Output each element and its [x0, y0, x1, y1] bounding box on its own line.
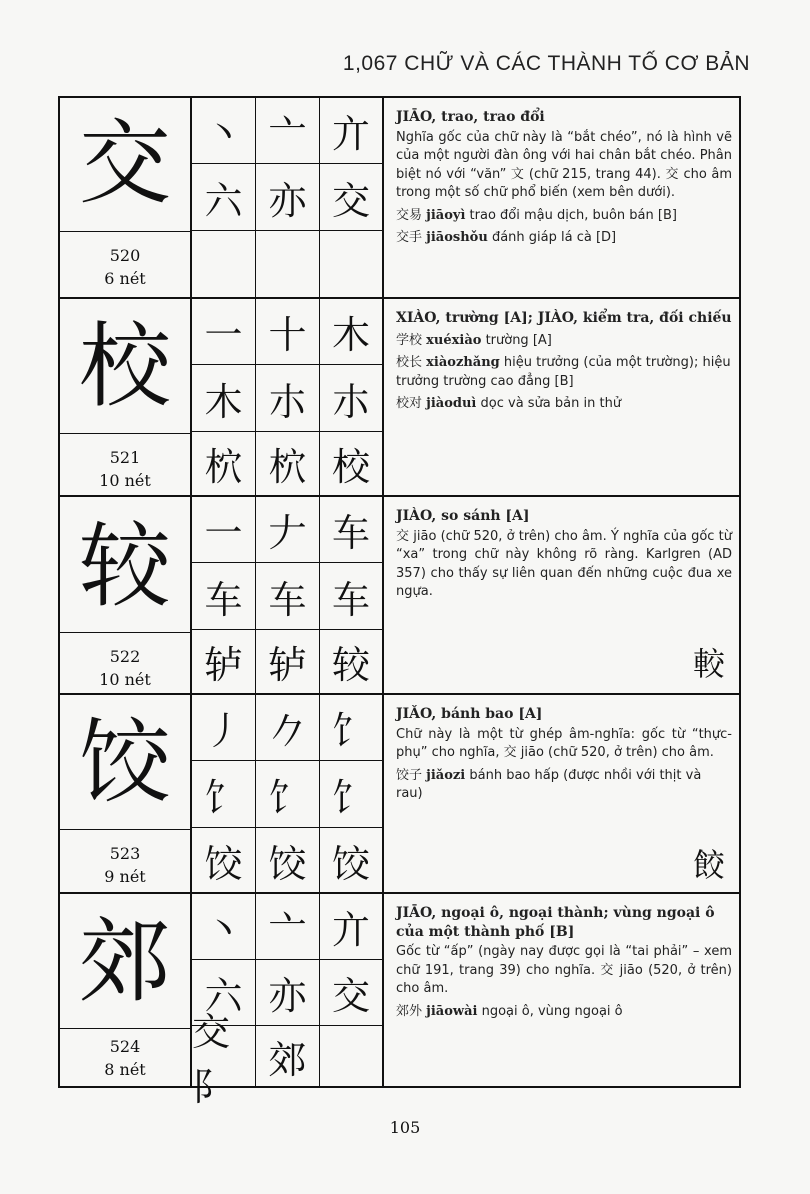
- example-pinyin: jiǎozi: [426, 767, 466, 783]
- stroke-count: 6 nét: [104, 269, 146, 288]
- character-number: 522: [109, 647, 141, 666]
- stroke-step: 交: [320, 960, 384, 1026]
- example-word: [396, 332, 732, 351]
- stroke-step: 车: [320, 563, 384, 630]
- stroke-step: 交: [320, 164, 384, 231]
- stroke-step-empty: [320, 231, 384, 299]
- stroke-order-grid: [192, 497, 384, 693]
- stroke-step: 饣: [192, 761, 256, 828]
- large-character-cell: [60, 695, 192, 892]
- stroke-step: 木: [192, 365, 256, 432]
- example-meaning: đánh giáp lá cà [D]: [491, 230, 617, 245]
- stroke-step: 饣: [320, 695, 384, 761]
- large-character: 较: [78, 513, 171, 620]
- entry-description: [396, 705, 732, 804]
- stroke-order-grid: [192, 695, 384, 892]
- example-word: [396, 229, 732, 248]
- example-pinyin: jiàoduì: [426, 396, 477, 411]
- entry-description: [396, 507, 732, 602]
- entry-522: [60, 497, 739, 695]
- entry-description: [396, 309, 732, 414]
- example-pinyin: xuéxiào: [426, 332, 482, 348]
- entry-520: [60, 98, 739, 299]
- stroke-step: 十: [256, 299, 320, 365]
- example-pinyin: jiāoshǒu: [426, 230, 488, 245]
- stroke-step: 柼: [256, 432, 320, 495]
- example-hanzi: 交手: [396, 230, 423, 245]
- entry-heading: JIÀO, so sánh [A]: [396, 508, 530, 524]
- large-character-cell: [60, 894, 192, 1086]
- stroke-step: 饣: [256, 761, 320, 828]
- large-character: 饺: [78, 709, 171, 816]
- character-table: [58, 96, 741, 1109]
- stroke-step: 轳: [192, 630, 256, 693]
- entry-heading: XIÀO, trường [A]; JIÀO, kiểm tra, đối chiếu: [396, 310, 732, 326]
- stroke-step: 朩: [320, 365, 384, 432]
- example-pinyin: jiāowài: [426, 1003, 478, 1019]
- stroke-order-grid: [192, 894, 384, 1109]
- traditional-character: 較: [692, 645, 725, 683]
- stroke-count: 8 nét: [104, 1060, 146, 1079]
- character-number: 520: [109, 246, 141, 265]
- stroke-step: 亦: [256, 164, 320, 231]
- entry-body: Nghĩa gốc của chữ này là “bắt chéo”, nó là hình vẽ của một người đàn ông với hai chân bắt chéo. Phân biệt nó với “văn” 文 (chữ 215, trang 44). 交 cho âm trong một số chữ phổ biến (xem bên dưới).: [396, 129, 732, 200]
- entry-heading: JIĀO, trao, trao đổi: [396, 109, 545, 125]
- stroke-step: 丶: [192, 98, 256, 164]
- example-meaning: dọc và sửa bản in thử: [480, 396, 622, 411]
- example-meaning: hiệu trưởng (của một trường); hiệu trưởng trường cao đẳng [B]: [396, 355, 731, 389]
- stroke-step: 交阝: [192, 1026, 256, 1086]
- stroke-step: 亠: [256, 894, 320, 960]
- large-character: 交: [78, 110, 171, 217]
- example-meaning: trường [A]: [485, 332, 552, 348]
- example-meaning: bánh bao hấp (được nhồi với thịt và rau): [396, 767, 702, 801]
- stroke-step: 丿: [192, 695, 256, 761]
- entry-heading: JIĀO, ngoại ô, ngoại thành; vùng ngoại ô của một thành phố [B]: [396, 905, 715, 940]
- example-hanzi: 校长: [396, 355, 423, 370]
- stroke-count: 9 nét: [104, 867, 146, 886]
- character-meta: [60, 231, 190, 299]
- page-header: 1,067 CHỮ VÀ CÁC THÀNH TỐ CƠ BẢN: [342, 52, 750, 75]
- stroke-step: 饺: [256, 828, 320, 892]
- stroke-step: 校: [320, 432, 384, 495]
- stroke-step: 𠂇: [256, 497, 320, 563]
- example-meaning: trao đổi mậu dịch, buôn bán [B]: [469, 207, 677, 223]
- entry-body: 交 jiāo (chữ 520, ở trên) cho âm. Ý nghĩa của gốc từ “xa” trong chữ này không rõ ràng. Karlgren (AD 357) cho thấy sự liên quan đến những cuộc đua xe ngựa.: [396, 528, 732, 599]
- traditional-character: 餃: [692, 846, 725, 884]
- character-number: 523: [109, 844, 141, 863]
- stroke-step: 一: [192, 299, 256, 365]
- example-pinyin: jiāoyì: [426, 207, 466, 223]
- entry-description: [396, 108, 732, 248]
- stroke-step: 车: [256, 563, 320, 630]
- example-word: [396, 767, 732, 804]
- stroke-step: 饣: [320, 761, 384, 828]
- stroke-step: 𠂊: [256, 695, 320, 761]
- entry-body: Chữ này là một từ ghép âm-nghĩa: gốc từ “thực-phụ” cho nghĩa, 交 jiāo (chữ 520, ở trên) cho âm.: [396, 726, 732, 760]
- example-word: [396, 395, 732, 414]
- example-hanzi: 学校: [396, 332, 423, 348]
- example-hanzi: 郊外: [396, 1003, 423, 1019]
- character-meta: [60, 1028, 190, 1086]
- stroke-step: 车: [320, 497, 384, 563]
- stroke-step-empty: [320, 1026, 384, 1086]
- entry-body: Gốc từ “ấp” (ngày nay được gọi là “tai phải” – xem chữ 191, trang 39) cho nghĩa. 交 jiāo (520, ở trên) cho âm.: [396, 944, 732, 996]
- stroke-step-empty: [256, 231, 320, 299]
- stroke-count: 10 nét: [99, 670, 151, 689]
- character-meta: [60, 829, 190, 892]
- character-number: 524: [109, 1037, 141, 1056]
- large-character-cell: [60, 299, 192, 495]
- stroke-step: 木: [320, 299, 384, 365]
- character-meta: [60, 433, 190, 495]
- stroke-step: 柼: [192, 432, 256, 495]
- entry-524: [60, 894, 739, 1109]
- stroke-step: 郊: [256, 1026, 320, 1086]
- stroke-step: 亦: [256, 960, 320, 1026]
- stroke-step: 一: [192, 497, 256, 563]
- stroke-step: 较: [320, 630, 384, 693]
- stroke-step: 丶: [192, 894, 256, 960]
- example-word: [396, 354, 732, 391]
- stroke-step: 亠: [256, 98, 320, 164]
- example-hanzi: 饺子: [396, 767, 423, 783]
- stroke-step: 亣: [320, 98, 384, 164]
- large-character-cell: [60, 98, 192, 299]
- stroke-step: 六: [192, 960, 256, 1026]
- entry-description: [396, 904, 732, 1021]
- example-hanzi: 校对: [396, 396, 423, 411]
- character-number: 521: [109, 448, 141, 467]
- stroke-order-grid: [192, 98, 384, 299]
- example-word: [396, 1003, 732, 1022]
- large-character: 校: [78, 313, 171, 420]
- character-meta: [60, 632, 190, 693]
- page-number: 105: [389, 1118, 421, 1137]
- large-character: 郊: [78, 908, 171, 1015]
- stroke-step-empty: [192, 231, 256, 299]
- large-character-cell: [60, 497, 192, 693]
- entry-523: [60, 695, 739, 894]
- example-pinyin: xiàozhǎng: [426, 355, 500, 370]
- entry-heading: JIǍO, bánh bao [A]: [396, 706, 543, 722]
- example-hanzi: 交易: [396, 207, 423, 223]
- stroke-step: 饺: [192, 828, 256, 892]
- stroke-step: 亣: [320, 894, 384, 960]
- stroke-step: 饺: [320, 828, 384, 892]
- stroke-order-grid: [192, 299, 384, 495]
- example-meaning: ngoại ô, vùng ngoại ô: [481, 1003, 623, 1019]
- stroke-step: 轳: [256, 630, 320, 693]
- stroke-step: 车: [192, 563, 256, 630]
- stroke-step: 朩: [256, 365, 320, 432]
- stroke-count: 10 nét: [99, 471, 151, 490]
- example-word: [396, 207, 732, 226]
- stroke-step: 六: [192, 164, 256, 231]
- entry-521: [60, 299, 739, 497]
